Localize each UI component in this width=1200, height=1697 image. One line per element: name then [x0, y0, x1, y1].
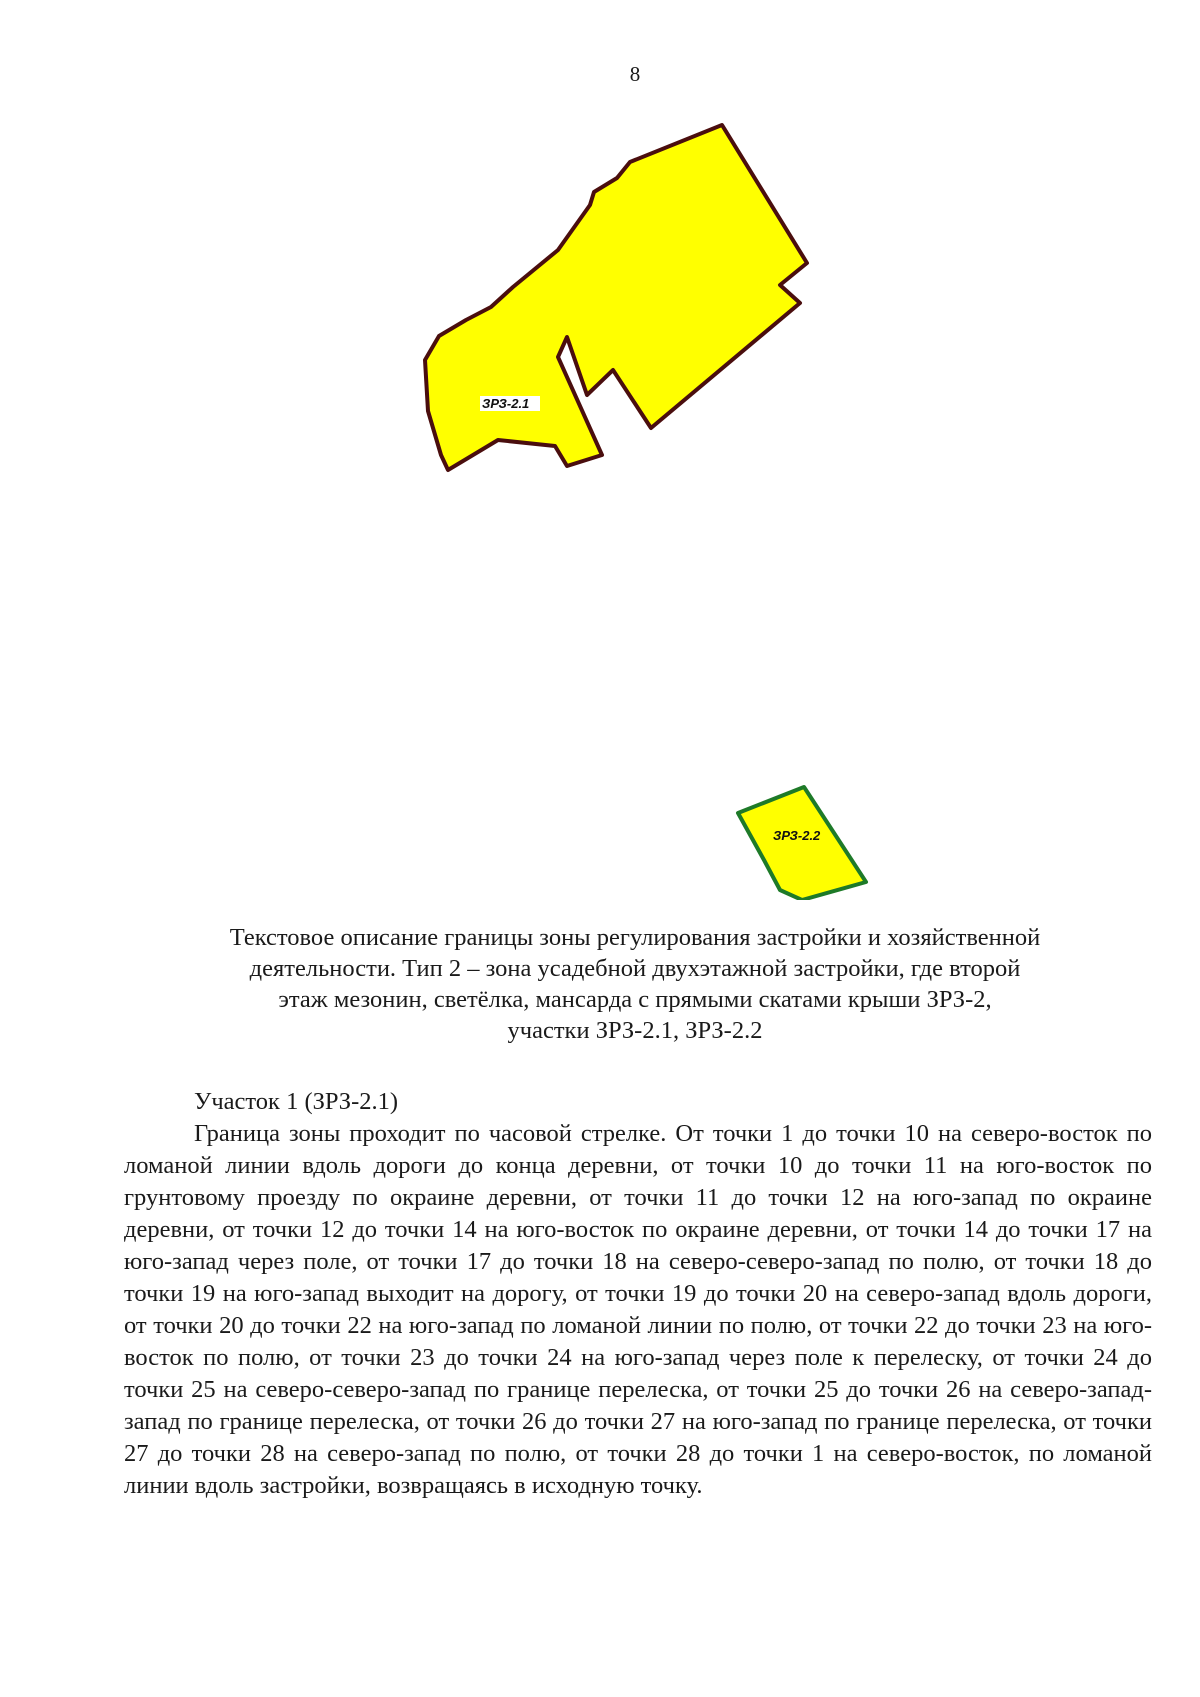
page-number: 8 — [629, 62, 641, 86]
title-line: Текстовое описание границы зоны регулирования застройки и хозяйственной — [229, 924, 1041, 951]
section-plot-1 — [124, 1086, 1152, 1502]
zone-zrz-2-2-label: ЗРЗ-2.2 — [773, 828, 821, 843]
zone-zrz-2-1-label: ЗРЗ-2.1 — [482, 396, 530, 411]
zone-zrz-2-2-polygon — [738, 787, 866, 900]
section-heading: Участок 1 (ЗРЗ-2.1) — [194, 1088, 399, 1115]
section-body: Граница зоны проходит по часовой стрелке. От точки 1 до точки 10 на северо-восток по ломаной линии вдоль дороги до конца деревни, от точки 10 до точки 11 на юго-восток по грунтовому проезду по окраине деревни, от точки 11 до точки 12 на юго-запад по окраине деревни, от точки 12 до точки 14 на юго-восток по окраине деревни, от точки 14 до точки 17 на юго-запад через поле, от точки 17 до точки 18 на северо-северо-запад по полю, от точки 18 до точки 19 на юго-запад выходит на дорогу, от точки 19 до точки 20 на северо-запад вдоль дороги, от точки 20 до точки 22 на юго-запад по ломаной линии по полю, от точки 22 до точки 23 на юго-восток по полю, от точки 23 до точки 24 на юго-запад через поле к перелеску, от точки 24 до точки 25 на северо-северо-запад по границе перелеска, от точки 25 до точки 26 на северо-запад-запад по границе перелеска, от точки 26 до точки 27 на юго-запад по границе перелеска, от точки 27 до точки 28 на северо-запад по полю, от точки 28 до точки 1 на северо-восток, по ломаной линии вдоль застройки, возвращаясь в исходную точку. — [124, 1120, 1152, 1499]
zone-zrz-2-1-polygon — [425, 125, 807, 470]
title-line: этаж мезонин, светёлка, мансарда с прямыми скатами крыши ЗРЗ-2, — [278, 986, 992, 1013]
title-line: участки ЗРЗ-2.1, ЗРЗ-2.2 — [507, 1017, 763, 1044]
document-title — [120, 922, 1150, 1046]
title-line: деятельности. Тип 2 – зона усадебной двухэтажной застройки, где второй — [249, 955, 1021, 982]
